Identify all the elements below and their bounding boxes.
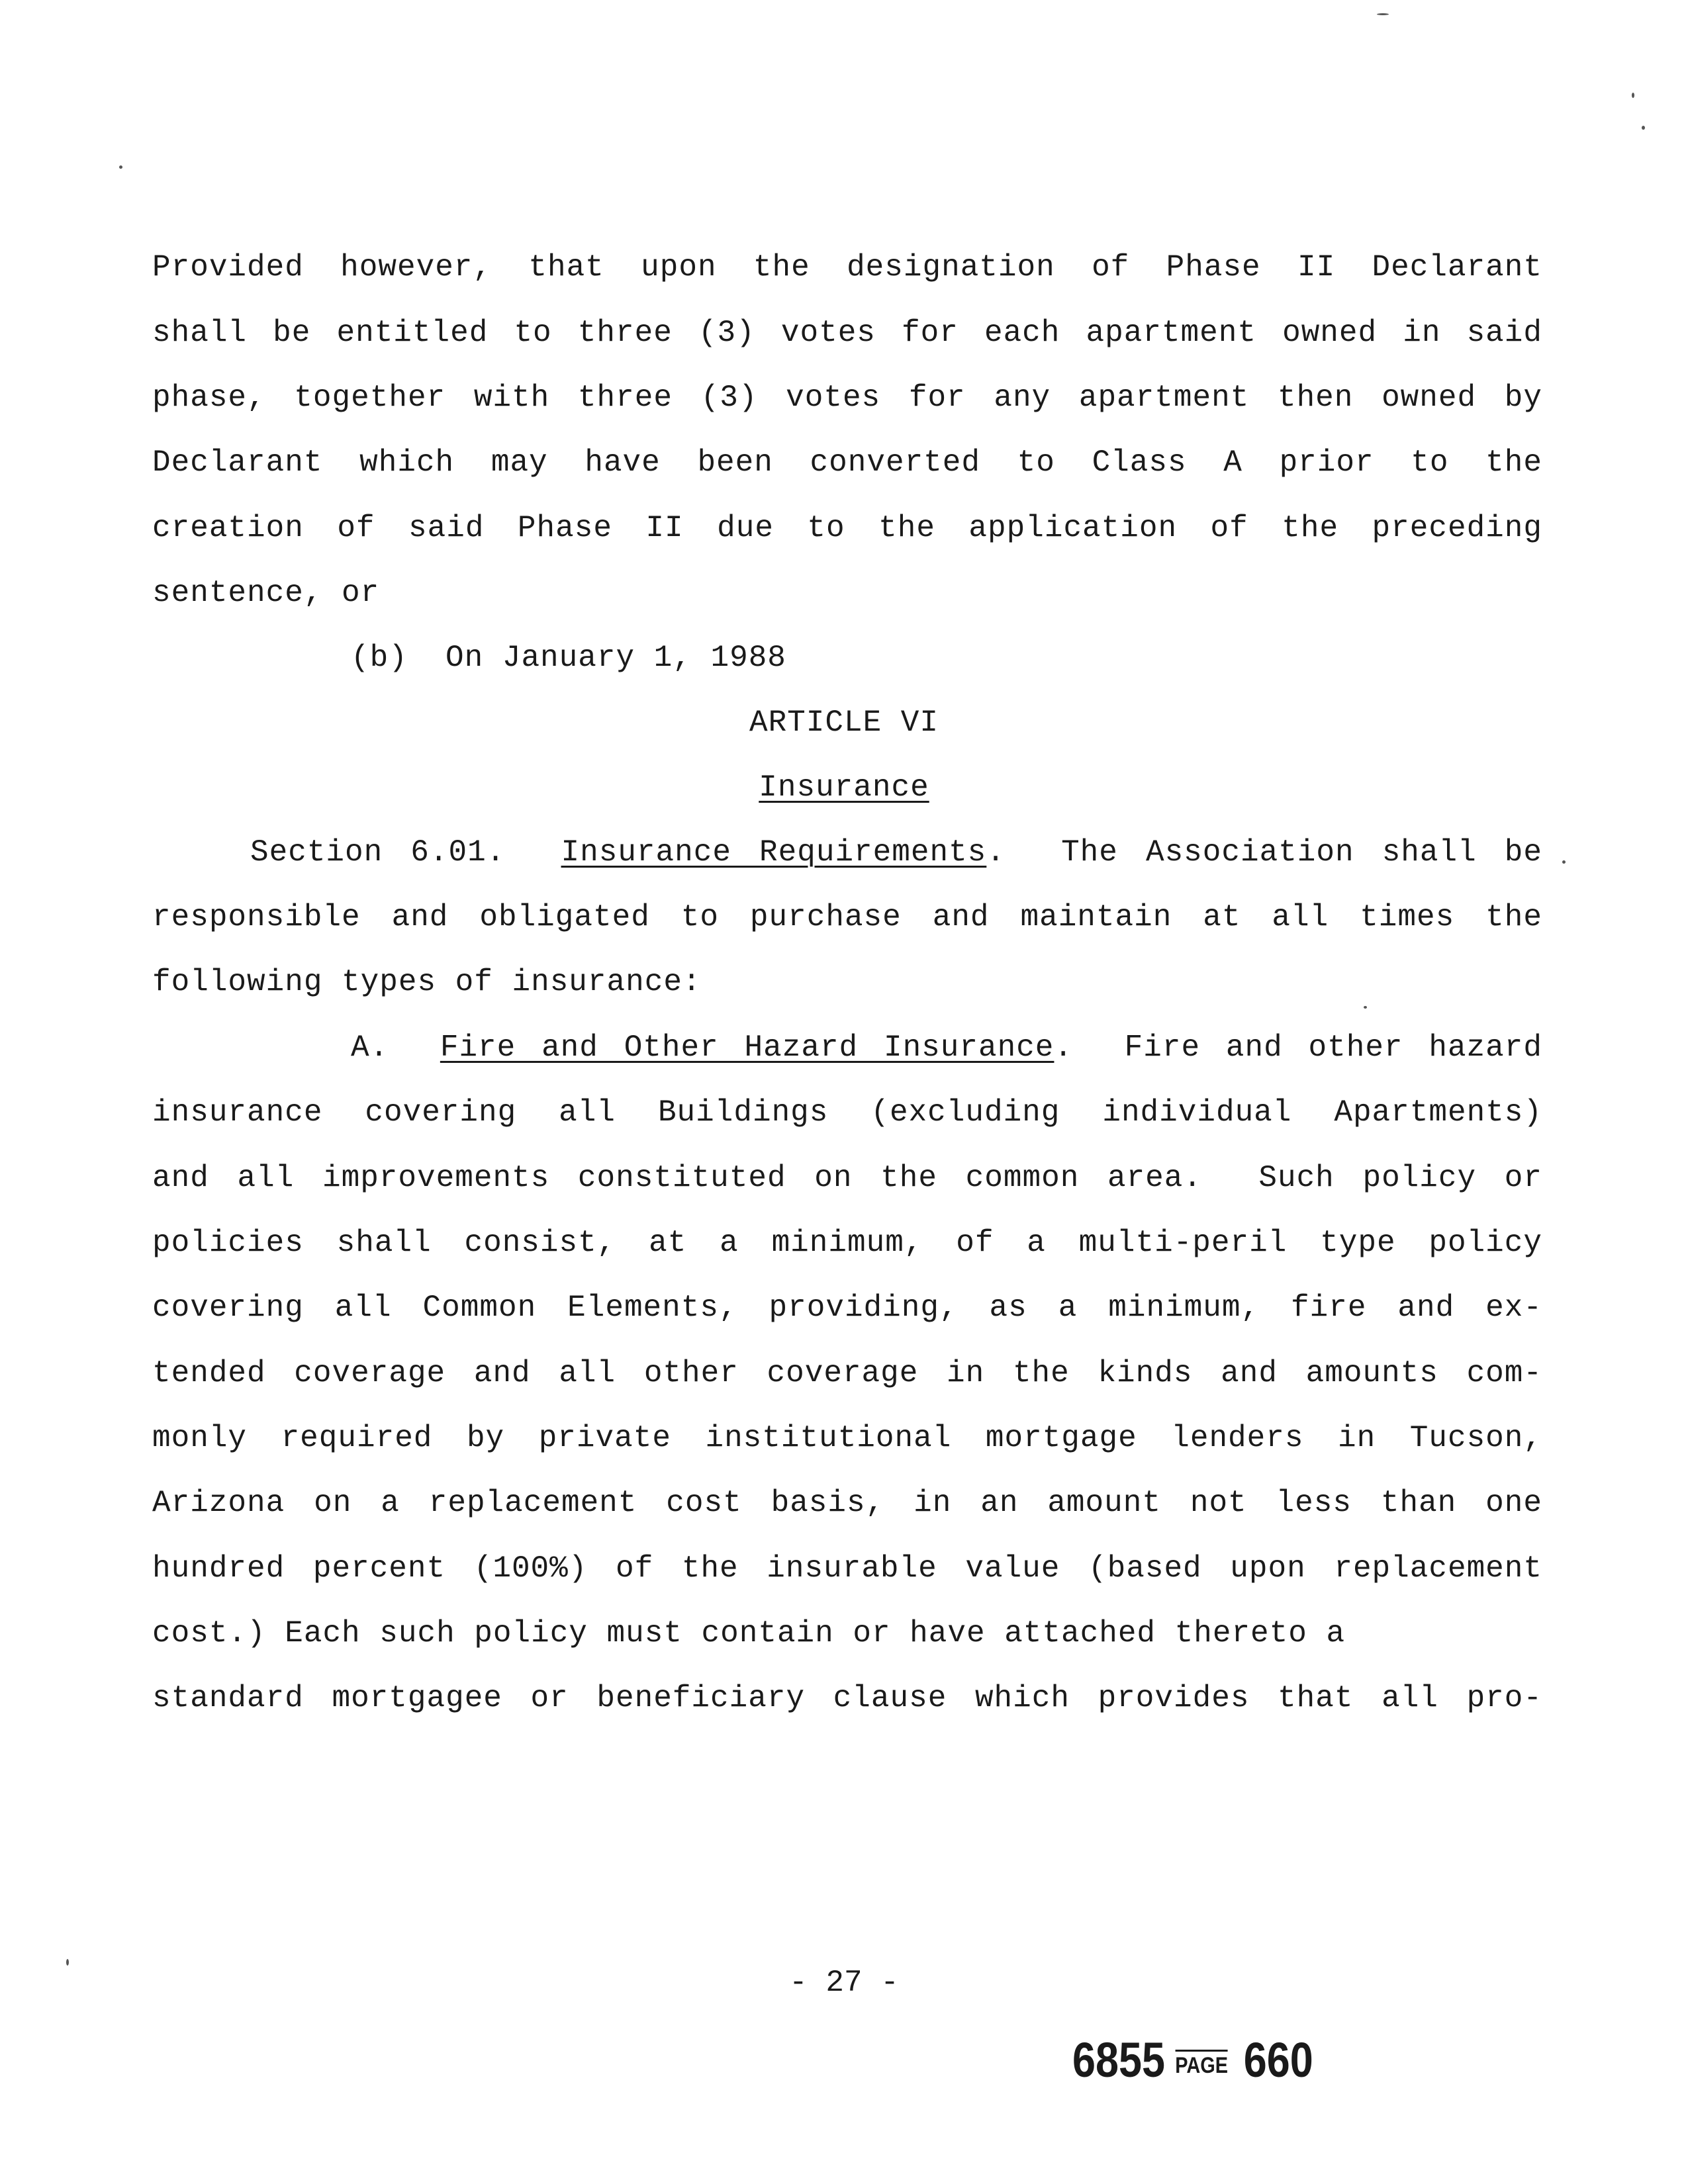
subsection-a-line-6: tended coverage and all other coverage in the kinds and amounts com- bbox=[152, 1356, 1542, 1390]
article-title: Insurance bbox=[759, 770, 929, 805]
subsection-a-line-9: hundred percent (100%) of the insurable value (based upon replacement bbox=[152, 1551, 1542, 1586]
section-title: Insurance Requirements bbox=[561, 835, 987, 870]
section-line-3: following types of insurance: bbox=[152, 965, 702, 999]
intro-line-3: phase, together with three (3) votes for any apartment then owned by bbox=[152, 381, 1542, 415]
section-line-2: responsible and obligated to purchase and maintain at all times the bbox=[152, 900, 1542, 934]
section-first-line bbox=[250, 835, 1542, 870]
section-first-line-rest: The Association shall be bbox=[1061, 835, 1543, 870]
recording-stamp bbox=[1072, 2032, 1313, 2088]
scan-speck bbox=[1632, 93, 1634, 98]
intro-line-5: creation of said Phase II due to the application of the preceding bbox=[152, 511, 1542, 545]
subsection-a-line-10: cost.) Each such policy must contain or have attached thereto a bbox=[152, 1616, 1346, 1651]
section-title-suffix: . bbox=[986, 835, 1006, 870]
article-heading: ARTICLE VI bbox=[749, 705, 939, 740]
scan-speck bbox=[1562, 860, 1566, 864]
subsection-a-line-3: and all improvements constituted on the common area. Such policy or bbox=[152, 1161, 1542, 1195]
subsection-a-first-line bbox=[351, 1030, 1542, 1065]
subsection-a-title: Fire and Other Hazard Insurance bbox=[440, 1030, 1055, 1065]
subsection-a-line-5: covering all Common Elements, providing, as a minimum, fire and ex- bbox=[152, 1291, 1542, 1325]
intro-line-6: sentence, or bbox=[152, 576, 380, 610]
intro-line-1: Provided however, that upon the designation of Phase II Declarant bbox=[152, 250, 1542, 285]
scan-speck bbox=[1364, 1006, 1367, 1009]
subsection-a-line-4: policies shall consist, at a minimum, of a multi-peril type policy bbox=[152, 1226, 1542, 1260]
section-number: Section 6.01. bbox=[250, 835, 506, 870]
scan-speck bbox=[119, 165, 122, 169]
page-number: - 27 - bbox=[789, 1966, 899, 2000]
subsection-a-title-suffix: . bbox=[1054, 1030, 1074, 1065]
subsection-a-line-8: Arizona on a replacement cost basis, in an amount not less than one bbox=[152, 1486, 1542, 1520]
article-title-wrap bbox=[0, 770, 1688, 805]
stamp-page-number: 660 bbox=[1243, 2032, 1313, 2087]
scan-speck bbox=[1377, 13, 1389, 15]
intro-line-2: shall be entitled to three (3) votes for each apartment owned in said bbox=[152, 316, 1542, 350]
stamp-page-label: PAGE bbox=[1175, 2050, 1228, 2078]
subsection-a-line-2: insurance covering all Buildings (excluding individual Apartments) bbox=[152, 1095, 1542, 1130]
scan-speck bbox=[66, 1959, 69, 1966]
subsection-a-label: A. bbox=[351, 1030, 389, 1065]
intro-line-4: Declarant which may have been converted to Class A prior to the bbox=[152, 445, 1542, 480]
item-b: (b) On January 1, 1988 bbox=[351, 641, 786, 675]
subsection-a-first-line-rest: Fire and other hazard bbox=[1124, 1030, 1542, 1065]
scan-speck bbox=[1642, 126, 1645, 130]
subsection-a-line-7: monly required by private institutional mortgage lenders in Tucson, bbox=[152, 1421, 1542, 1455]
stamp-book-number: 6855 bbox=[1072, 2032, 1165, 2087]
subsection-a-line-11: standard mortgagee or beneficiary clause which provides that all pro- bbox=[152, 1681, 1542, 1715]
